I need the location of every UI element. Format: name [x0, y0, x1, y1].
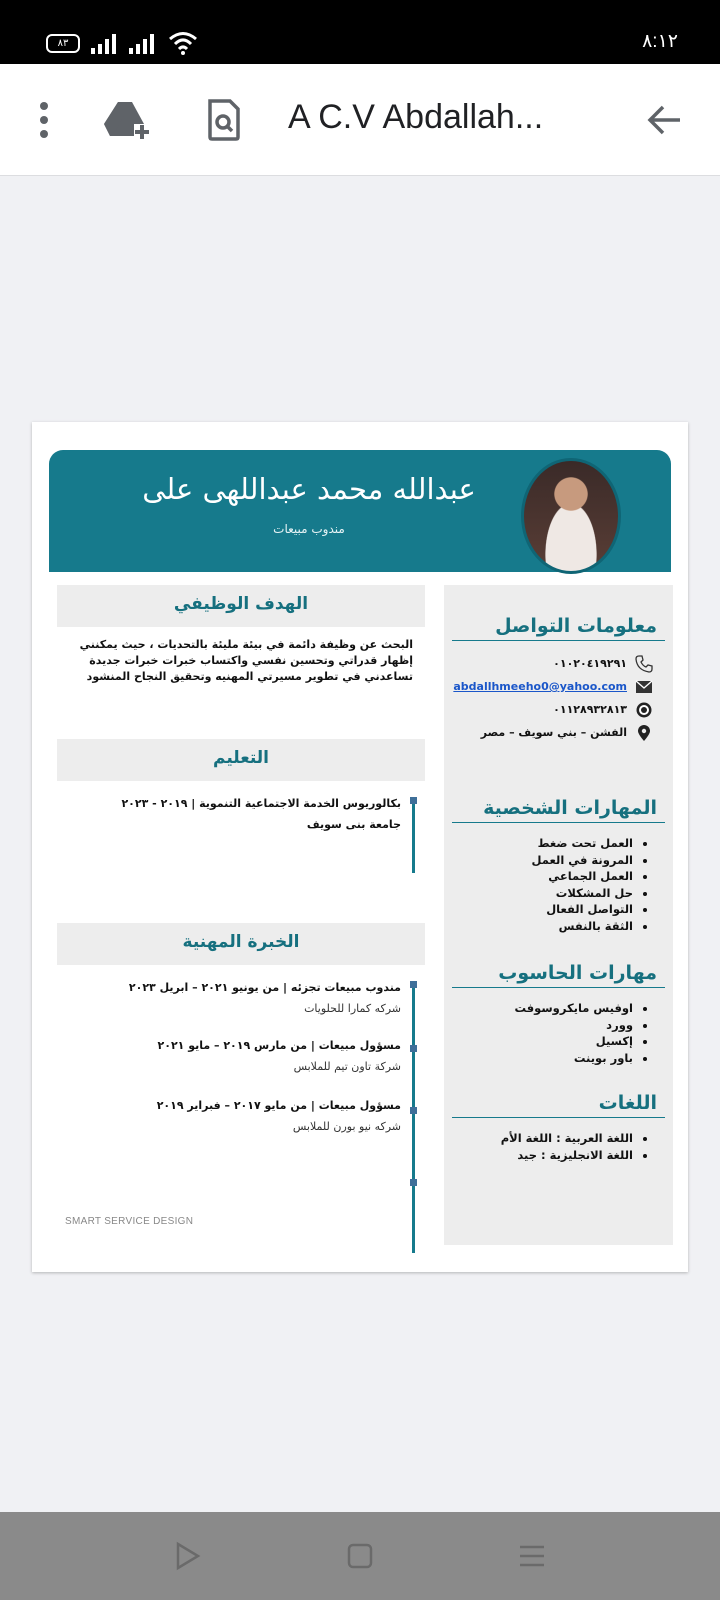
whatsapp-text: ٠١١٢٨٩٣٢٨١٣	[553, 703, 627, 716]
list-item: • وورد	[444, 1017, 633, 1034]
experience-title: مندوب مبيعات تجزئه | من يونيو ٢٠٢١ – ابريل ٢٠٢٣	[128, 981, 401, 994]
list-item: • المرونة في العمل	[444, 852, 633, 869]
list-item: • العمل تحت ضغط	[444, 835, 633, 852]
cv-document[interactable]	[32, 422, 688, 1272]
list-item: • الثقة بالنفس	[444, 918, 633, 935]
experience-title: مسؤول مبيعات | من مايو ٢٠١٧ – فبراير ٢٠١٩	[156, 1099, 401, 1112]
status-bar	[0, 0, 720, 64]
phone-icon	[635, 655, 653, 673]
personal-skills-list	[444, 835, 633, 934]
cv-name: عبدالله محمد عبداللهى على	[142, 472, 476, 506]
menu-icon[interactable]	[514, 1538, 550, 1574]
play-icon[interactable]	[170, 1538, 206, 1574]
experience-item	[49, 1039, 401, 1073]
education-timeline	[49, 797, 425, 893]
list-item: • اللغة الانجليزية : جيد	[444, 1147, 633, 1164]
education-degree: بكالوريوس الخدمة الاجتماعية التنموية | ٢٠١٩ - ٢٠٢٣	[121, 797, 401, 810]
computer-skills-list	[444, 1000, 633, 1066]
experience-title: مسؤول مبيعات | من مارس ٢٠١٩ – مايو ٢٠٢١	[157, 1039, 401, 1052]
list-item: • اللغة العربية : اللغة الأم	[444, 1130, 633, 1147]
list-item: • حل المشكلات	[444, 885, 633, 902]
experience-company: شركه نيو بورن للملابس	[292, 1120, 401, 1133]
timeline-dot	[410, 981, 417, 988]
footer-credit: SMART SERVICE DESIGN	[65, 1216, 194, 1227]
status-time: ٨:١٢	[642, 31, 678, 52]
contact-phone	[462, 655, 653, 672]
education-school: جامعة بنى سويف	[306, 818, 401, 831]
experience-company: شركة تاون تيم للملابس	[293, 1060, 401, 1073]
languages-heading: اللغات	[452, 1092, 665, 1118]
experience-item	[49, 981, 401, 1015]
education-item	[49, 797, 401, 831]
phone-text: ٠١٠٢٠٤١٩٢٩١	[553, 657, 627, 670]
contact-whatsapp	[462, 701, 653, 718]
back-arrow-icon[interactable]	[636, 92, 692, 148]
mail-icon	[635, 678, 653, 696]
timeline-dot	[410, 797, 417, 804]
timeline-line	[412, 797, 415, 873]
drive-add-icon[interactable]	[100, 92, 156, 148]
more-vert-icon[interactable]	[16, 92, 72, 148]
app-bar	[0, 64, 720, 176]
list-item: • العمل الجماعي	[444, 868, 633, 885]
contact-heading: معلومات التواصل	[452, 615, 665, 641]
experience-item	[49, 1099, 401, 1133]
list-item: • اوفيس مايكروسوفت	[444, 1000, 633, 1017]
timeline-line	[412, 981, 415, 1253]
email-link[interactable]: abdallhmeeho0@yahoo.com	[453, 680, 627, 693]
cv-job-title: مندوب مبيعات	[273, 522, 345, 536]
cv-sidebar	[444, 585, 673, 1245]
timeline-dot	[410, 1107, 417, 1114]
signal-icon	[90, 33, 120, 55]
list-item: • باور بوينت	[444, 1050, 633, 1067]
square-icon[interactable]	[342, 1538, 378, 1574]
objective-heading: الهدف الوظيفي	[57, 585, 425, 627]
timeline-dot	[410, 1045, 417, 1052]
contact-address	[462, 724, 653, 741]
personal-skills-heading: المهارات الشخصية	[452, 797, 665, 823]
cv-header	[49, 450, 671, 572]
address-text: الفشن – بني سويف – مصر	[480, 726, 627, 739]
wifi-icon	[168, 30, 198, 56]
timeline-dot	[410, 1179, 417, 1186]
computer-skills-heading: مهارات الحاسوب	[452, 962, 665, 988]
location-pin-icon	[635, 724, 653, 742]
document-title: A C.V Abdallah...	[288, 98, 544, 136]
experience-heading: الخبرة المهنية	[57, 923, 425, 965]
experience-company: شركه كمارا للحلويات	[304, 1002, 401, 1015]
doc-search-icon[interactable]	[196, 92, 252, 148]
signal-icon-2	[128, 33, 158, 55]
system-nav-bar	[0, 1512, 720, 1600]
list-item: • التواصل الفعال	[444, 901, 633, 918]
avatar	[521, 458, 621, 574]
languages-list	[444, 1130, 633, 1163]
list-item: • إكسيل	[444, 1033, 633, 1050]
cv-main	[49, 585, 425, 1261]
battery-icon: ٨٣	[46, 34, 80, 53]
contact-email[interactable]	[453, 678, 653, 695]
objective-text: البحث عن وظيفة دائمة في بيئة مليئة بالتحديات ، حيث يمكنني إظهار قدراتي وتحسين نفسي واكتساب خبرات خبرات جديدة تساعدني في تطوير مسيرتي المهنيه وتحقيق النجاح المنشود	[79, 638, 413, 683]
whatsapp-icon	[635, 701, 653, 719]
education-heading: التعليم	[57, 739, 425, 781]
